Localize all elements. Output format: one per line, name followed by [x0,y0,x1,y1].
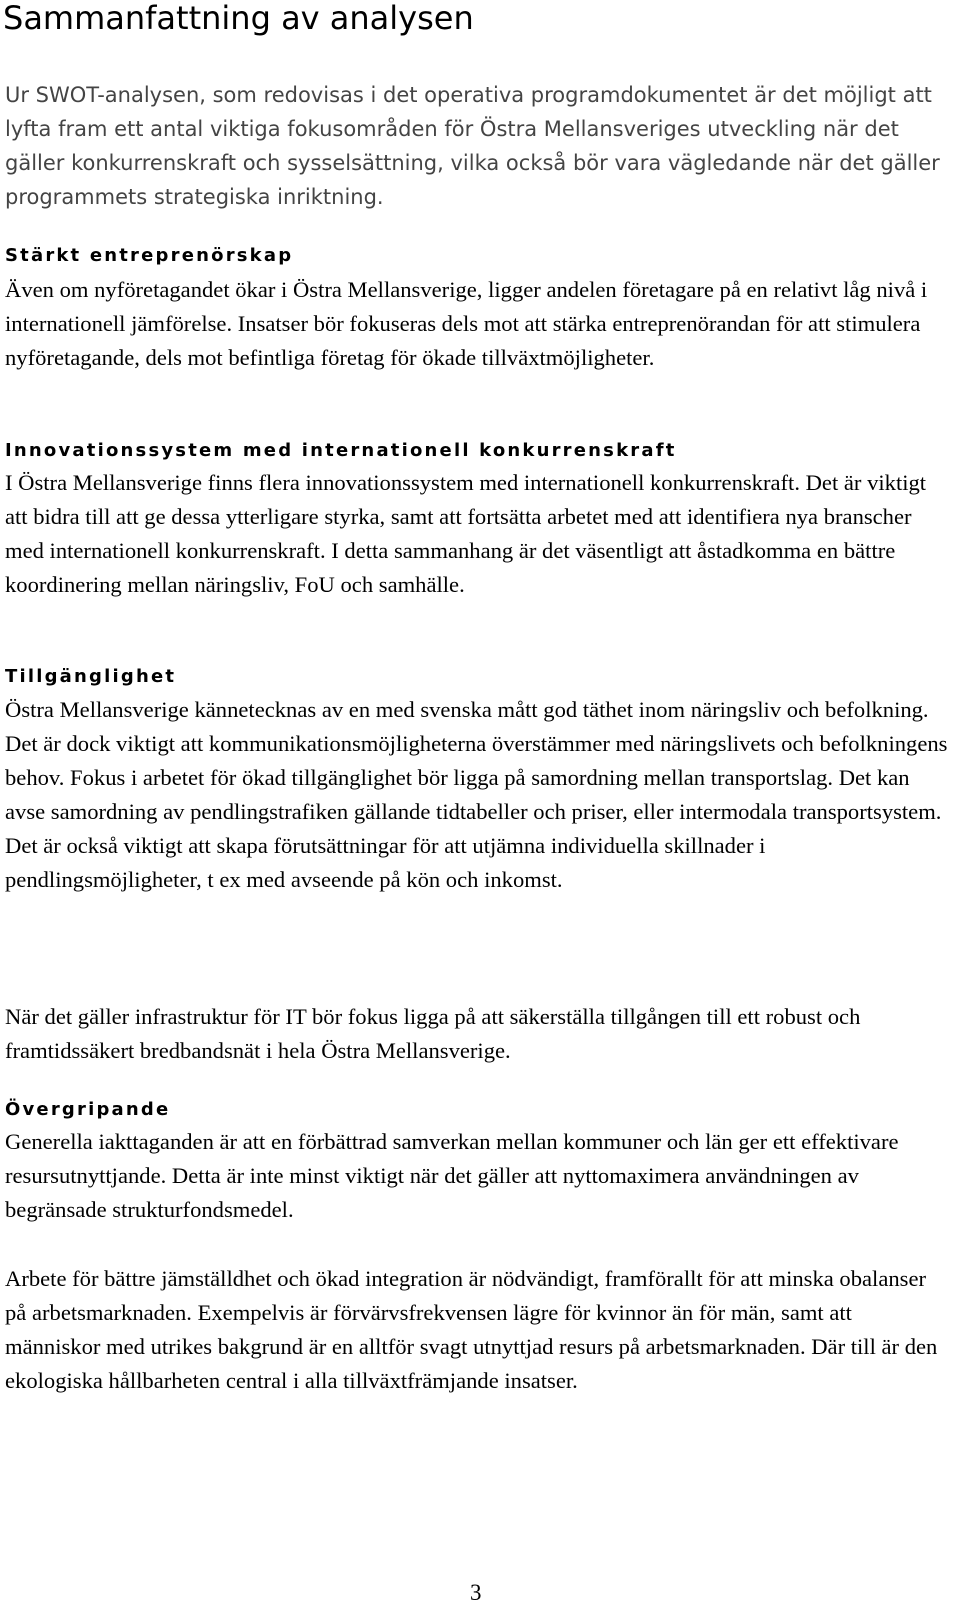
page-number: 3 [470,1580,482,1605]
section-paragraph-innovation-systems: I Östra Mellansverige finns flera innovationssystem med internationell konkurrenskraft. Det är viktigt att bidra till att ge dessa ytterligare styrka, samt att fortsätta arbetet med att identifiera nya branscher med internationell konkurrenskraft. I detta sammanhang är det väsentligt att åstadkomma en bättre koordinering mellan näringsliv, FoU och samhälle. [5,470,927,597]
section-paragraph-accessibility-2: När det gäller infrastruktur för IT bör fokus ligga på att säkerställa tillgången till ett robust och framtidssäkert bredbandsnät i hela Östra Mellansverige. [5,1004,861,1063]
section-paragraph-accessibility-1: Östra Mellansverige kännetecknas av en med svenska mått god täthet inom näringsliv och befolkning. Det är dock viktigt att kommunikationsmöjligheterna överstämmer med näringslivets och befolkningens behov. Fokus i arbetet för ökad tillgänglighet bör ligga på samordning mellan transportslag. Det kan avse samordning av pendlingstrafiken gällande tidtabeller och priser, eller intermodala transportsystem. Det är också viktigt att skapa förutsättningar för att utjämna individuella skillnader i pendlingsmöjligheter, t ex med avseende på kön och inkomst. [5,697,948,892]
section-heading-entrepreneurship: Stärkt entreprenörskap [5,245,294,266]
section-paragraph-entrepreneurship: Även om nyföretagandet ökar i Östra Mellansverige, ligger andelen företagare på en relativt låg nivå i internationell jämförelse. Insatser bör fokuseras dels mot att stärka entreprenörandan för att stimulera nyföretagande, dels mot befintliga företag för ökade tillväxtmöjligheter. [5,277,928,370]
section-paragraph-overall-2: Arbete för bättre jämställdhet och ökad integration är nödvändigt, framförallt för att minska obalanser på arbetsmarknaden. Exempelvis är förvärvsfrekvensen lägre för kvinnor än för män, samt att människor med utrikes bakgrund är en alltför svagt utnyttjad resurs på arbetsmarknaden. Där till är den ekologiska hållbarheten central i alla tillväxtfrämjande insatser. [5,1266,938,1393]
intro-paragraph: Ur SWOT-analysen, som redovisas i det operativa programdokumentet är det möjligt att lyfta fram ett antal viktiga fokusområden för Östra Mellansveriges utveckling när det gäller konkurrenskraft och sysselsättning, vilka också bör vara vägledande när det gäller programmets strategiska inriktning. [5,83,940,209]
section-heading-innovation-systems: Innovationssystem med internationell konkurrenskraft [5,440,677,461]
section-heading-overall: Övergripande [5,1099,171,1120]
section-paragraph-overall-1: Generella iakttaganden är att en förbättrad samverkan mellan kommuner och län ger ett effektivare resursutnyttjande. Detta är inte minst viktigt när det gäller att nyttomaximera användningen av begränsade strukturfondsmedel. [5,1129,899,1222]
section-heading-accessibility: Tillgänglighet [5,666,177,687]
page-title: Sammanfattning av analysen [3,0,474,37]
